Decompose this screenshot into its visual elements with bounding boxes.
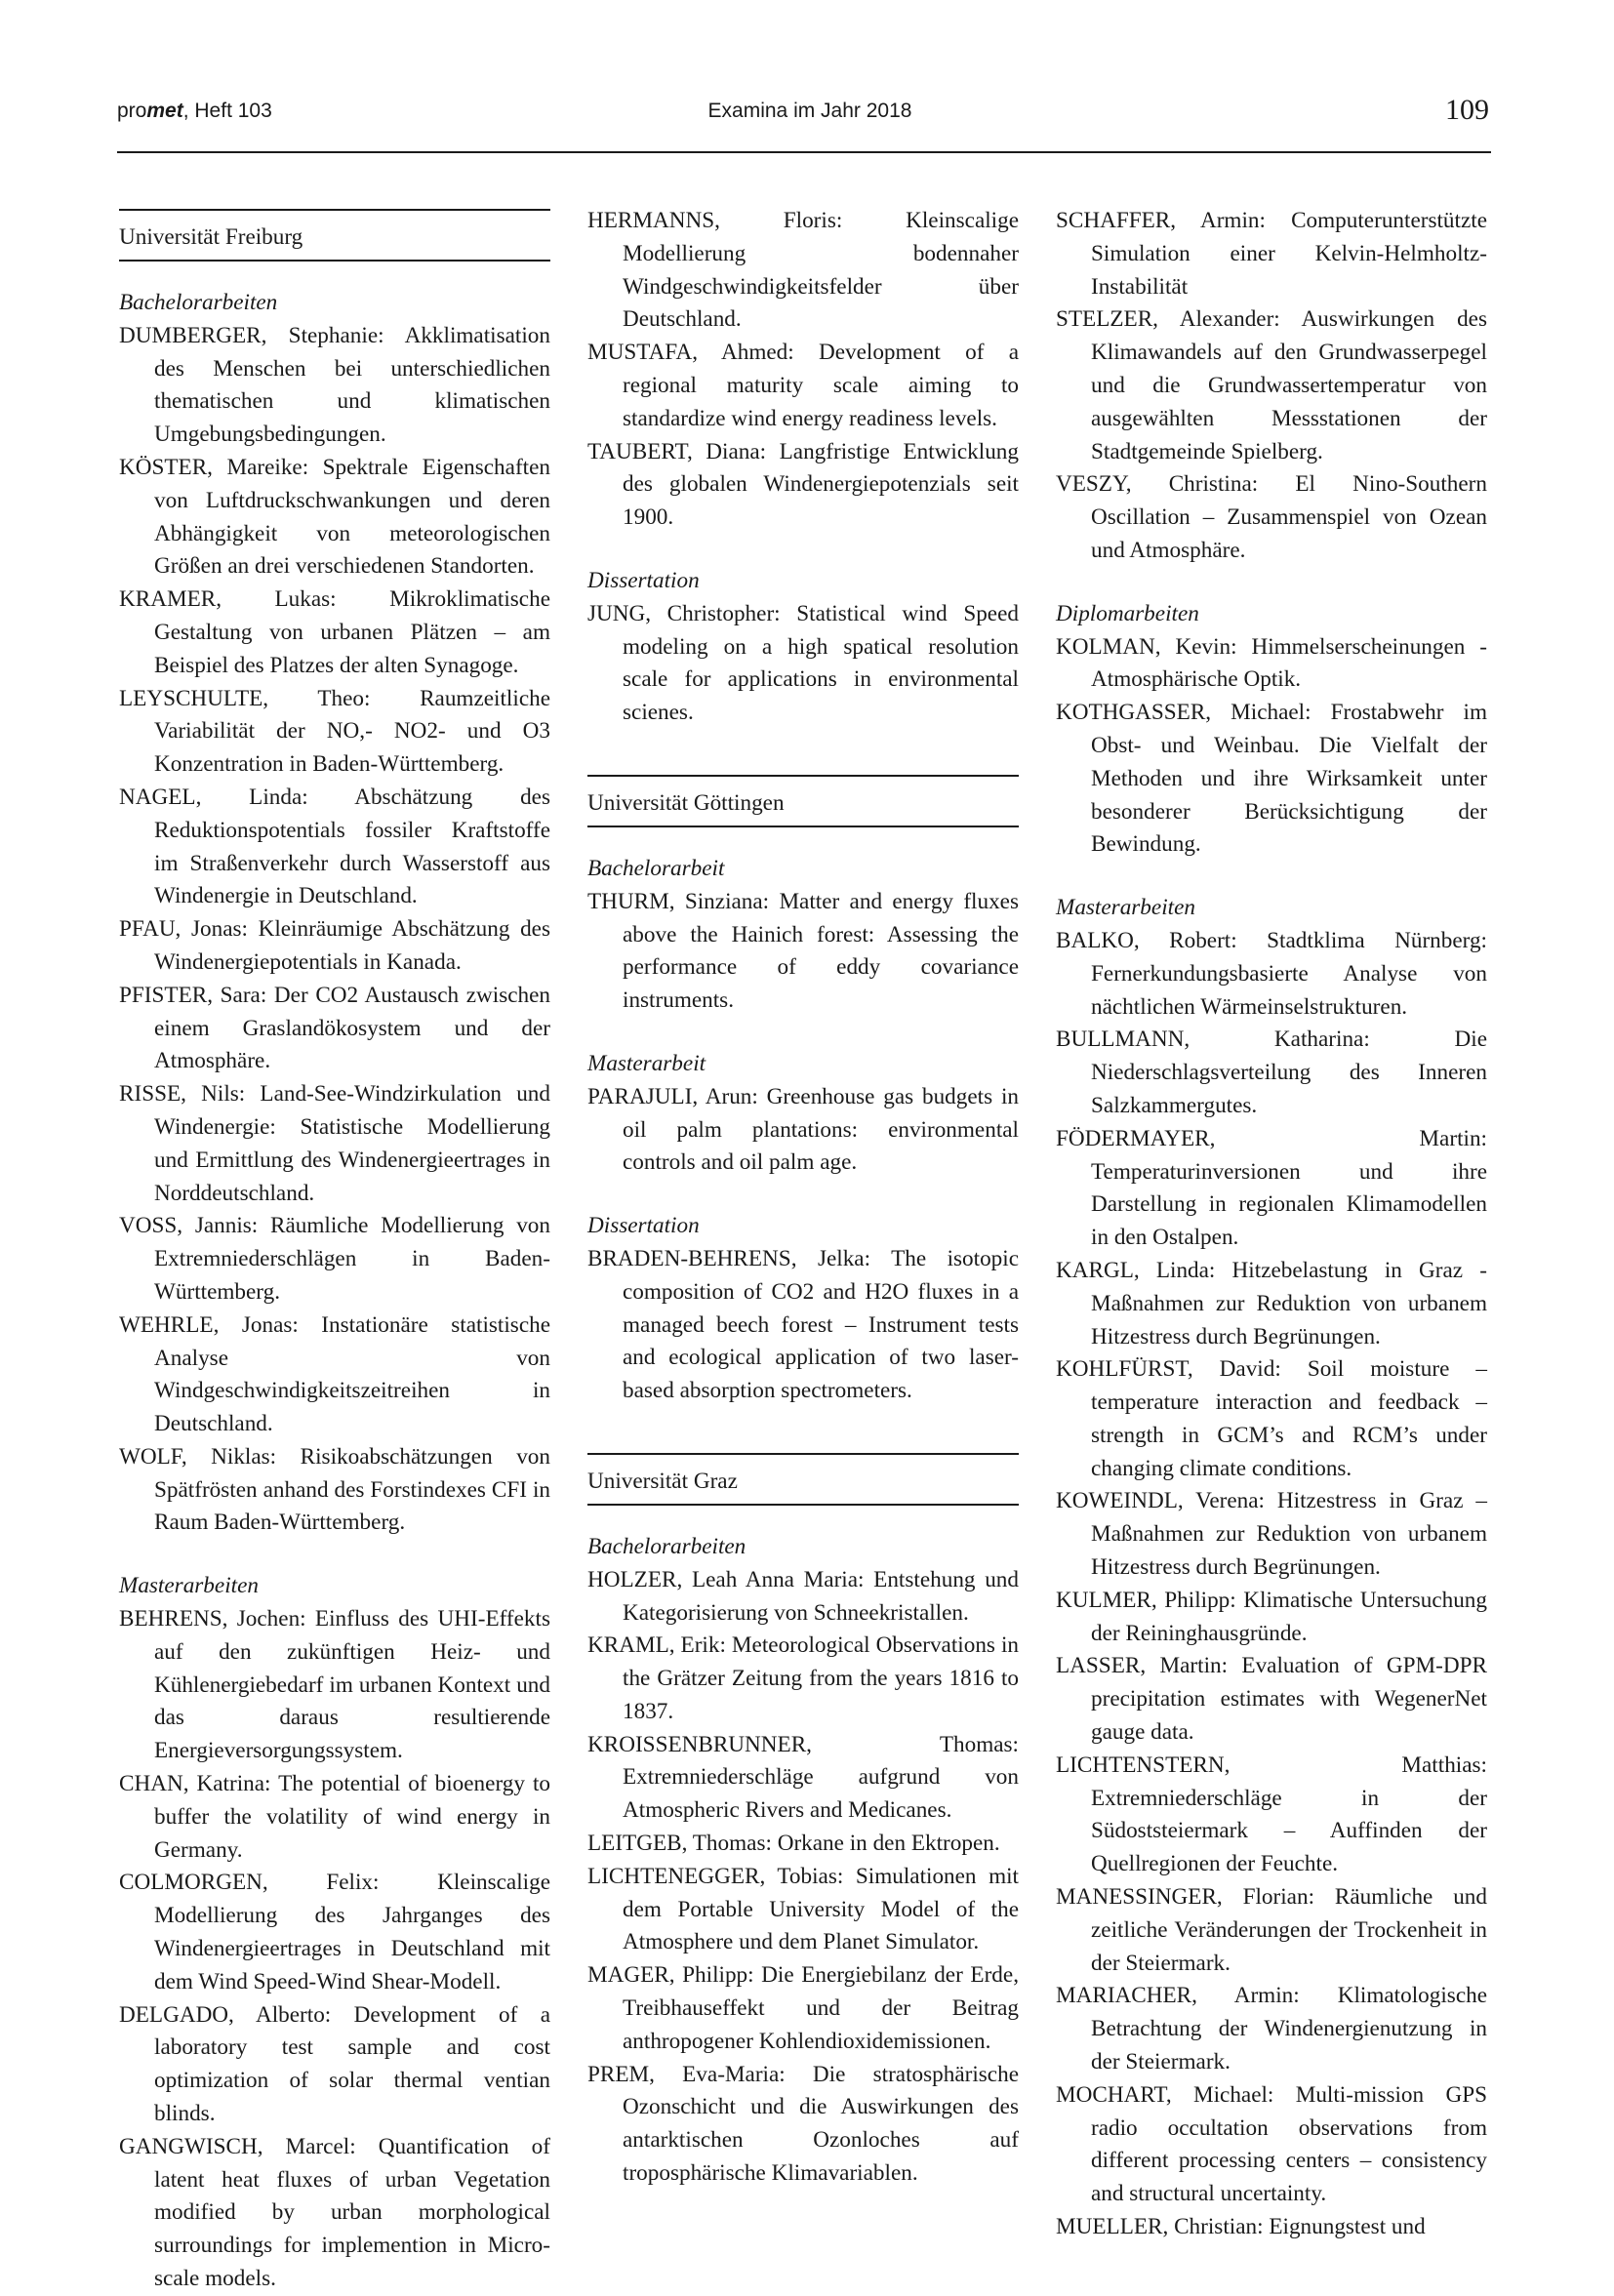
thesis-entry: KRAML, Erik: Meteorological Observations in the Grätzer Zeitung from the years 1816 to 1837.	[587, 1632, 1019, 1724]
thesis-entry: VESZY, Christina: El Nino-Southern Oscillation – Zusammenspiel von Ozean und Atmosphäre.	[1056, 471, 1487, 563]
thesis-entry: LEITGEB, Thomas: Orkane in den Ektropen.	[587, 1831, 1000, 1857]
thesis-entry: KOHLFÜRST, David: Soil moisture – temperature interaction and feedback – strength in GCM’s and RCM’s under changing climate conditions.	[1056, 1356, 1487, 1481]
header-rule	[117, 151, 1491, 153]
thesis-entry: BEHRENS, Jochen: Einfluss des UHI-Effekts auf den zukünftigen Heiz- und Kühlenergiebedarf im urbanen Kontext und das daraus resultierende Energieversorgungssystem.	[119, 1606, 550, 1764]
section-heading: Bachelorarbeiten	[119, 290, 278, 315]
page-number: 109	[1445, 94, 1489, 126]
section-heading: Masterarbeiten	[119, 1573, 259, 1599]
thesis-entry: PREM, Eva-Maria: Die stratosphärische Ozonschicht und die Auswirkungen des antarktischen Ozonloches auf troposphärische Klimavariablen.	[587, 2061, 1019, 2187]
section-heading: Bachelorarbeiten	[587, 1533, 746, 1559]
thesis-entry: PFAU, Jonas: Kleinräumige Abschätzung des Windenergiepotentials in Kanada.	[119, 916, 550, 975]
thesis-entry: MUELLER, Christian: Eignungstest und	[1056, 2214, 1426, 2240]
thesis-entry: KULMER, Philipp: Klimatische Untersuchung der Reininghausgründe.	[1056, 1587, 1487, 1646]
spacer	[587, 1408, 1019, 1453]
thesis-entry: PARAJULI, Arun: Greenhouse gas budgets in oil palm plantations: environmental controls and oil palm age.	[587, 1083, 1019, 1176]
spacer	[587, 535, 1019, 565]
thesis-entry: DUMBERGER, Stephanie: Akklimatisation des Menschen bei unterschiedlichen thematischen und klimatischen Umgebungsbedingungen.	[119, 322, 550, 448]
thesis-entry: KOTHGASSER, Michael: Frostabwehr im Obst- und Weinbau. Die Vielfalt der Methoden und ihre Wirksamkeit unter besonderer Berücksichtigung der Bewindung.	[1056, 700, 1487, 858]
thesis-entry: JUNG, Christopher: Statistical wind Speed modeling on a high spatical resolution scale for applications in environmental scienes.	[587, 600, 1019, 726]
column-right	[1056, 205, 1487, 2244]
thesis-entry: KÖSTER, Mareike: Spektrale Eigenschaften von Luftdruckschwankungen und deren Abhängigkeit von meteorologischen Größen an drei verschiedenen Standorten.	[119, 454, 550, 580]
spacer	[1056, 568, 1487, 598]
section-heading: Diplomarbeiten	[1056, 600, 1199, 626]
column-left	[119, 205, 550, 2296]
thesis-entry: KOLMAN, Kevin: Himmelserscheinungen - Atmosphärische Optik.	[1056, 633, 1487, 693]
thesis-entry: PFISTER, Sara: Der CO2 Austausch zwischen einem Graslandökosystem und der Atmosphäre.	[119, 982, 550, 1074]
thesis-entry: NAGEL, Linda: Abschätzung des Reduktionspotentials fossiler Kraftstoffe im Straßenverkehr durch Wasserstoff aus Windenergie in Deutschland.	[119, 784, 550, 909]
thesis-entry: BALKO, Robert: Stadtklima Nürnberg: Fernerkundungsbasierte Analyse von nächtlichen Wärmeinselstrukturen.	[1056, 927, 1487, 1020]
thesis-entry: KOWEINDL, Verena: Hitzestress in Graz – Maßnahmen zur Reduktion von urbanem Hitzestress durch Begrünungen.	[1056, 1488, 1487, 1581]
thesis-entry: KRAMER, Lukas: Mikroklimatische Gestaltung von urbanen Plätzen – am Beispiel des Platzes der alten Synagoge.	[119, 586, 550, 678]
thesis-entry: RISSE, Nils: Land-See-Windzirkulation und Windenergie: Statistische Modellierung und Ermittlung des Windenergieertrages in Norddeutschland.	[119, 1081, 550, 1206]
thesis-entry: LEYSCHULTE, Theo: Raumzeitliche Variabilität der NO,- NO2- und O3 Konzentration in Baden-Württemberg.	[119, 685, 550, 778]
thesis-entry: FÖDERMAYER, Martin: Temperaturinversionen und ihre Darstellung in regionalen Klimamodellen in den Ostalpen.	[1056, 1125, 1487, 1251]
thesis-entry: KROISSENBRUNNER, Thomas: Extremniederschläge aufgrund von Atmospheric Rivers and Medicanes.	[587, 1731, 1019, 1824]
thesis-entry: COLMORGEN, Felix: Kleinscalige Modellierung des Jahrganges des Windenergieertrages in Deutschland mit dem Wind Speed-Wind Shear-Modell.	[119, 1870, 550, 1994]
spacer	[587, 1180, 1019, 1210]
journal-brand-pro: pro	[117, 100, 147, 122]
section-heading: Masterarbeit	[587, 1050, 706, 1076]
thesis-entry: MARIACHER, Armin: Klimatologische Betrachtung der Windenergienutzung in der Steiermark.	[1056, 1983, 1487, 2075]
spacer	[587, 1018, 1019, 1048]
university-heading: Universität Freiburg	[119, 209, 550, 262]
thesis-entry: WEHRLE, Jonas: Instationäre statistische Analyse von Windgeschwindigkeitszeitreihen in Deutschland.	[119, 1311, 550, 1437]
running-header-journal	[117, 100, 272, 139]
thesis-entry: SCHAFFER, Armin: Computerunterstützte Simulation einer Kelvin-Helmholtz-Instabilität	[1056, 208, 1487, 300]
column-middle	[587, 205, 1019, 2191]
thesis-entry: KARGL, Linda: Hitzebelastung in Graz - Maßnahmen zur Reduktion von urbanem Hitzestress durch Begrünungen.	[1056, 1257, 1487, 1349]
section-heading: Masterarbeiten	[1056, 895, 1195, 921]
thesis-entry: MANESSINGER, Florian: Räumliche und zeitliche Veränderungen der Trockenheit in der Steiermark.	[1056, 1884, 1487, 1976]
thesis-entry: HOLZER, Leah Anna Maria: Entstehung und Kategorisierung von Schneekristallen.	[587, 1566, 1019, 1626]
running-header-title: Examina im Jahr 2018	[707, 100, 912, 122]
section-heading: Dissertation	[587, 567, 700, 593]
university-heading: Universität Göttingen	[587, 775, 1019, 827]
university-heading: Universität Graz	[587, 1453, 1019, 1506]
thesis-entry: TAUBERT, Diana: Langfristige Entwicklung des globalen Windenergiepotenzials seit 1900.	[587, 438, 1019, 531]
thesis-entry: BULLMANN, Katharina: Die Niederschlagsverteilung des Inneren Salzkammergutes.	[1056, 1027, 1487, 1118]
thesis-entry: CHAN, Katrina: The potential of bioenergy to buffer the volatility of wind energy in Germany.	[119, 1771, 550, 1863]
thesis-entry: WOLF, Niklas: Risikoabschätzungen von Spätfrösten anhand des Forstindexes CFI in Raum Baden-Württemberg.	[119, 1443, 550, 1536]
thesis-entry: MUSTAFA, Ahmed: Development of a regional maturity scale aiming to standardize wind energy readiness levels.	[587, 340, 1019, 431]
spacer	[119, 1540, 550, 1570]
thesis-entry: VOSS, Jannis: Räumliche Modellierung von Extremniederschlägen in Baden-Württemberg.	[119, 1213, 550, 1305]
thesis-entry: THURM, Sinziana: Matter and energy fluxes above the Hainich forest: Assessing the performance of eddy covariance instruments.	[587, 888, 1019, 1014]
thesis-entry: MAGER, Philipp: Die Energiebilanz der Erde, Treibhauseffekt und der Beitrag anthropogener Kohlendioxidemissionen.	[587, 1962, 1019, 2054]
thesis-entry: STELZER, Alexander: Auswirkungen des Klimawandels auf den Grundwasserpegel und die Grundwassertemperatur von ausgewählten Messstationen der Stadtgemeinde Spielberg.	[1056, 306, 1487, 464]
thesis-entry: LASSER, Martin: Evaluation of GPM-DPR precipitation estimates with WegenerNet gauge data.	[1056, 1653, 1487, 1746]
spacer	[587, 730, 1019, 775]
journal-issue: , Heft 103	[182, 100, 272, 122]
thesis-entry: DELGADO, Alberto: Development of a laboratory test sample and cost optimization of solar thermal ventian blinds.	[119, 2001, 550, 2127]
section-heading: Dissertation	[587, 1213, 700, 1239]
spacer	[1056, 862, 1487, 892]
thesis-entry: MOCHART, Michael: Multi-mission GPS radio occultation observations from different processing centers – consistency and structural uncertainty.	[1056, 2081, 1487, 2207]
section-heading: Bachelorarbeit	[587, 855, 725, 881]
thesis-entry: LICHTENSTERN, Matthias: Extremniederschläge in der Südoststeiermark – Auffinden der Quellregionen der Feuchte.	[1056, 1752, 1487, 1877]
thesis-entry: GANGWISCH, Marcel: Quantification of latent heat fluxes of urban Vegetation modified by urban morphological surroundings for implemention in Micro-scale models.	[119, 2133, 550, 2292]
journal-brand-met: met	[146, 100, 183, 122]
thesis-entry: HERMANNS, Floris: Kleinscalige Modellierung bodennaher Windgeschwindigkeitsfelder über Deutschland.	[587, 208, 1019, 333]
thesis-entry: BRADEN-BEHRENS, Jelka: The isotopic composition of CO2 and H2O fluxes in a managed beech forest – Instrument tests and ecological application of two laser-based absorption spectrometers.	[587, 1245, 1019, 1404]
thesis-entry: LICHTENEGGER, Tobias: Simulationen mit dem Portable University Model of the Atmosphere und dem Planet Simulator.	[587, 1863, 1019, 1955]
